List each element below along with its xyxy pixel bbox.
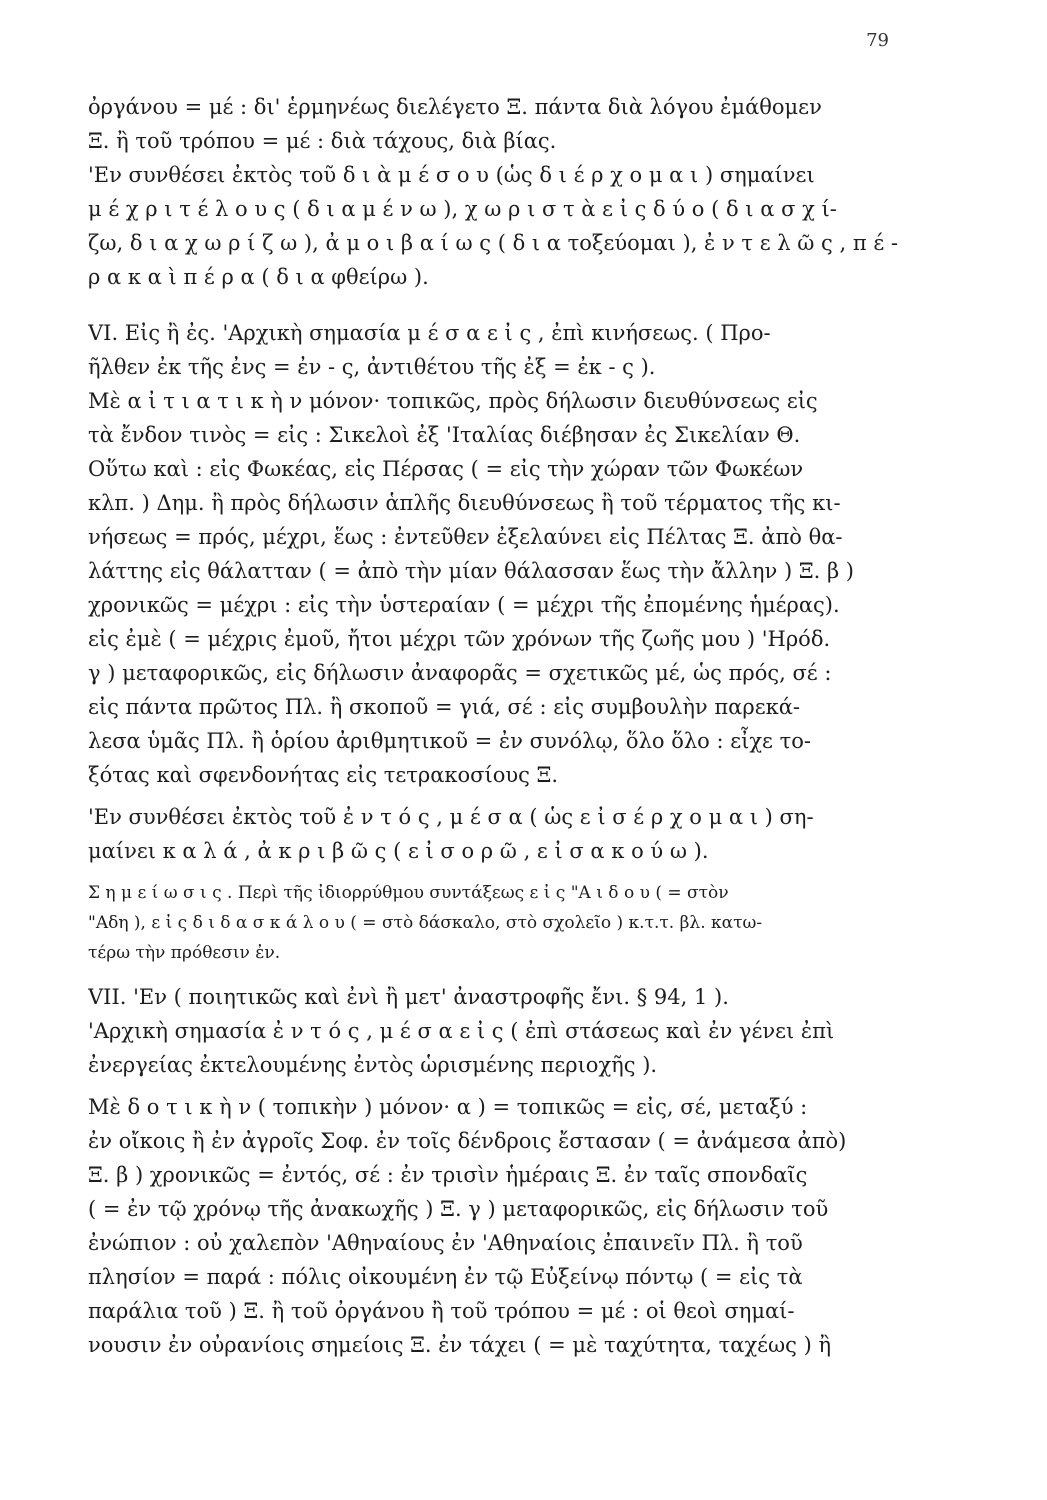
text-line: νήσεως = πρός, μέχρι, ἕως : ἐντεῦθεν ἐξελαύνει εἰς Πέλτας Ξ. ἀπὸ θα- xyxy=(88,525,843,549)
text-line: Οὕτω καὶ : εἰς Φωκέας, εἰς Πέρσας ( = εἰς τὴν χώραν τῶν Φωκέων xyxy=(88,457,804,481)
text-line: ὀργάνου = μέ : δι' ἑρμηνέως διελέγετο Ξ. πάντα διὰ λόγου ἐμάθομεν xyxy=(88,95,822,119)
page-number: 79 xyxy=(866,30,889,51)
note-line: Σ η μ ε ί ω σ ι ς . Περὶ τῆς ἰδιορρύθμου συντάξεως ε ἰ ς "Α ι δ ο υ ( = στὸν xyxy=(88,883,729,903)
text-line: εἰς πάντα πρῶτος Πλ. ἢ σκοποῦ = γιά, σέ : εἰς συμβουλὴν παρεκά- xyxy=(88,695,800,719)
text-line: εἰς ἐμὲ ( = μέχρις ἐμοῦ, ἤτοι μέχρι τῶν χρόνων τῆς ζωῆς μου ) 'Ηρόδ. xyxy=(88,627,831,651)
text-line: πλησίον = παρά : πόλις οἰκουμένη ἐν τῷ Εὐξείνῳ πόντῳ ( = εἰς τὰ xyxy=(88,1265,803,1289)
text-line: ζω, δ ι α χ ω ρ ί ζ ω ), ἀ μ ο ι β α ί ω ς ( δ ι α τοξεύομαι ), ἐ ν τ ε λ ῶ ς , π έ - xyxy=(88,231,898,255)
note-line: "Αδη ), ε ἰ ς δ ι δ α σ κ ά λ ο υ ( = στὸ δάσκαλο, στὸ σχολεῖο ) κ.τ.τ. βλ. κατω- xyxy=(88,913,763,933)
text-line: παράλια τοῦ ) Ξ. ἢ τοῦ ὀργάνου ἢ τοῦ τρόπου = μέ : οἱ θεοὶ σημαί- xyxy=(88,1299,795,1323)
note-line: τέρω τὴν πρόθεσιν ἐν. xyxy=(88,943,281,963)
text-line: μαίνει κ α λ ά , ἀ κ ρ ι β ῶ ς ( ε ἰ σ ο ρ ῶ , ε ἰ σ α κ ο ύ ω ). xyxy=(88,839,709,863)
text-line: ( = ἐν τῷ χρόνῳ τῆς ἀνακωχῆς ) Ξ. γ ) μεταφορικῶς, εἰς δήλωσιν τοῦ xyxy=(88,1197,829,1221)
text-line: Μὲ δ ο τ ι κ ὴ ν ( τοπικὴν ) μόνον· α ) = τοπικῶς = εἰς, σέ, μεταξύ : xyxy=(88,1095,808,1119)
text-line: 'Αρχικὴ σημασία ἐ ν τ ό ς , μ έ σ α ε ἰ ς ( ἐπὶ στάσεως καὶ ἐν γένει ἐπὶ xyxy=(88,1019,835,1043)
text-line: Ξ. ἢ τοῦ τρόπου = μέ : διὰ τάχους, διὰ βίας. xyxy=(88,129,557,153)
text-line: VI. Εἰς ἢ ἐς. 'Αρχικὴ σημασία μ έ σ α ε ἰ ς , ἐπὶ κινήσεως. ( Προ- xyxy=(88,321,771,345)
text-line: ρ α κ α ὶ π έ ρ α ( δ ι α φθείρω ). xyxy=(88,265,429,289)
text-line: 'Εν συνθέσει ἐκτὸς τοῦ ἐ ν τ ό ς , μ έ σ α ( ὡς ε ἰ σ έ ρ χ ο μ α ι ) ση- xyxy=(88,805,814,829)
text-line: ξότας καὶ σφενδονήτας εἰς τετρακοσίους Ξ. xyxy=(88,763,559,787)
text-line: Ξ. β ) χρονικῶς = ἐντός, σέ : ἐν τρισὶν ἡμέραις Ξ. ἐν ταῖς σπονδαῖς xyxy=(88,1163,808,1187)
text-line: γ ) μεταφορικῶς, εἰς δήλωσιν ἀναφορᾶς = σχετικῶς μέ, ὡς πρός, σέ : xyxy=(88,661,832,685)
text-line: κλπ. ) Δημ. ἢ πρὸς δήλωσιν ἁπλῆς διευθύνσεως ἢ τοῦ τέρματος τῆς κι- xyxy=(88,491,841,515)
text-line: χρονικῶς = μέχρι : εἰς τὴν ὑστεραίαν ( = μέχρι τῆς ἐπομένης ἡμέρας). xyxy=(88,593,840,617)
text-line: ἐνώπιον : οὐ χαλεπὸν 'Αθηναίους ἐν 'Αθηναίοις ἐπαινεῖν Πλ. ἢ τοῦ xyxy=(88,1231,803,1255)
text-line: μ έ χ ρ ι τ έ λ ο υ ς ( δ ι α μ έ ν ω ), χ ω ρ ι σ τ ὰ ε ἰ ς δ ύ ο ( δ ι α σ χ ί- xyxy=(88,197,837,221)
text-line: 'Εν συνθέσει ἐκτὸς τοῦ δ ι ὰ μ έ σ ο υ (ὡς δ ι έ ρ χ ο μ α ι ) σημαίνει xyxy=(88,163,815,187)
text-line: νουσιν ἐν οὐρανίοις σημείοις Ξ. ἐν τάχει ( = μὲ ταχύτητα, ταχέως ) ἢ xyxy=(88,1333,832,1357)
text-line: λεσα ὑμᾶς Πλ. ἢ ὁρίου ἀριθμητικοῦ = ἐν συνόλῳ, ὅλο ὅλο : εἶχε το- xyxy=(88,729,811,753)
text-line: τὰ ἔνδον τινὸς = εἰς : Σικελοὶ ἐξ 'Ιταλίας διέβησαν ἐς Σικελίαν Θ. xyxy=(88,423,801,447)
text-line: ἐν οἴκοις ἢ ἐν ἀγροῖς Σοφ. ἐν τοῖς δένδροις ἔστασαν ( = ἀνάμεσα ἀπὸ) xyxy=(88,1129,847,1153)
text-line: Μὲ α ἰ τ ι α τ ι κ ὴ ν μόνον· τοπικῶς, πρὸς δήλωσιν διευθύνσεως εἰς xyxy=(88,389,818,413)
text-line: VII. 'Εν ( ποιητικῶς καὶ ἐνὶ ἢ μετ' ἀναστροφῆς ἔνι. § 94, 1 ). xyxy=(88,985,729,1009)
text-line: ἐνεργείας ἐκτελουμένης ἐντὸς ὡρισμένης περιοχῆς ). xyxy=(88,1053,658,1077)
text-line: ῆλθεν ἐκ τῆς ἐνς = ἐν - ς, ἀντιθέτου τῆς ἐξ = ἐκ - ς ). xyxy=(88,355,656,379)
text-line: λάττης εἰς θάλατταν ( = ἀπὸ τὴν μίαν θάλασσαν ἕως τὴν ἄλλην ) Ξ. β ) xyxy=(88,559,854,583)
